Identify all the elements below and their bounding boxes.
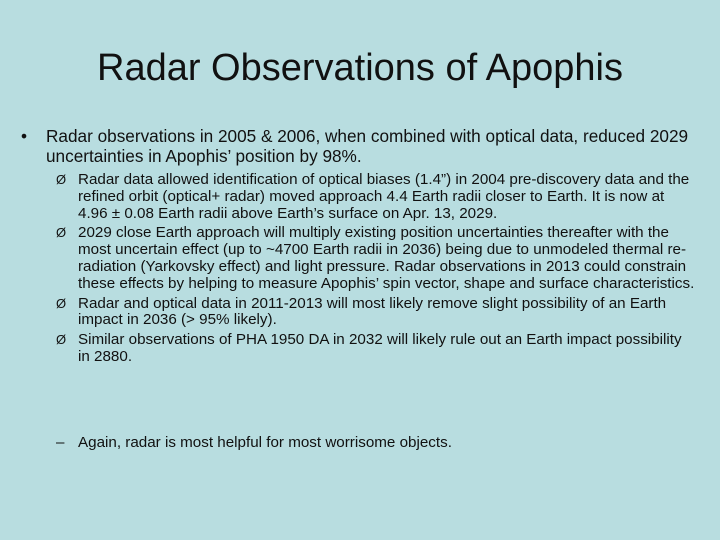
arrow-bullet-icon: Ø — [56, 172, 67, 187]
slide-title: Radar Observations of Apophis — [97, 47, 623, 89]
dash-marker: – — [56, 434, 65, 451]
sub-bullet-item — [56, 332, 696, 366]
sub-bullet-text: Radar and optical data in 2011-2013 will most likely remove slight possibility of an Earth impact in 2036 (> 95% likely). — [78, 294, 667, 329]
sub-bullet-item — [56, 225, 696, 292]
arrow-bullet-icon: Ø — [56, 295, 67, 311]
sub-bullet-text: Radar data allowed identification of optical biases (1.4”) in 2004 pre-discovery data and the refined orbit (optical+ radar) moved approach 4.4 Earth radii closer to Earth. It is now at 4.96 ± 0.08 Earth radii above Earth’s surface on Apr. 13, 2029. — [78, 171, 690, 222]
dash-bullet-text: Again, radar is most helpful for most worrisome objects. — [78, 434, 452, 451]
sub-bullet-item — [56, 296, 696, 330]
sub-bullet-text: Similar observations of PHA 1950 DA in 2032 will likely rule out an Earth impact possibility in 2880. — [78, 331, 682, 365]
bullet-marker: • — [21, 126, 28, 146]
arrow-bullet-icon: Ø — [56, 225, 67, 241]
sub-bullet-list — [56, 172, 696, 369]
dash-bullet — [56, 434, 676, 452]
sub-bullet-text: 2029 close Earth approach will multiply existing position uncertainties thereafter with the most uncertain effect (up to ~4700 Earth radii in 2036) being due to unmodeled thermal re-radiation (Yarkovsky effect) and light pressure. Radar observations in 2013 could constrain these effects by helping to measure Apophis’ spin vector, shape and surface characteristics. — [78, 224, 695, 292]
arrow-bullet-icon: Ø — [56, 332, 67, 348]
main-bullet-text: Radar observations in 2005 & 2006, when combined with optical data, reduced 2029 uncertainties in Apophis’ position by 98%. — [46, 126, 689, 166]
main-bullet — [21, 127, 701, 166]
sub-bullet-item — [56, 172, 696, 222]
